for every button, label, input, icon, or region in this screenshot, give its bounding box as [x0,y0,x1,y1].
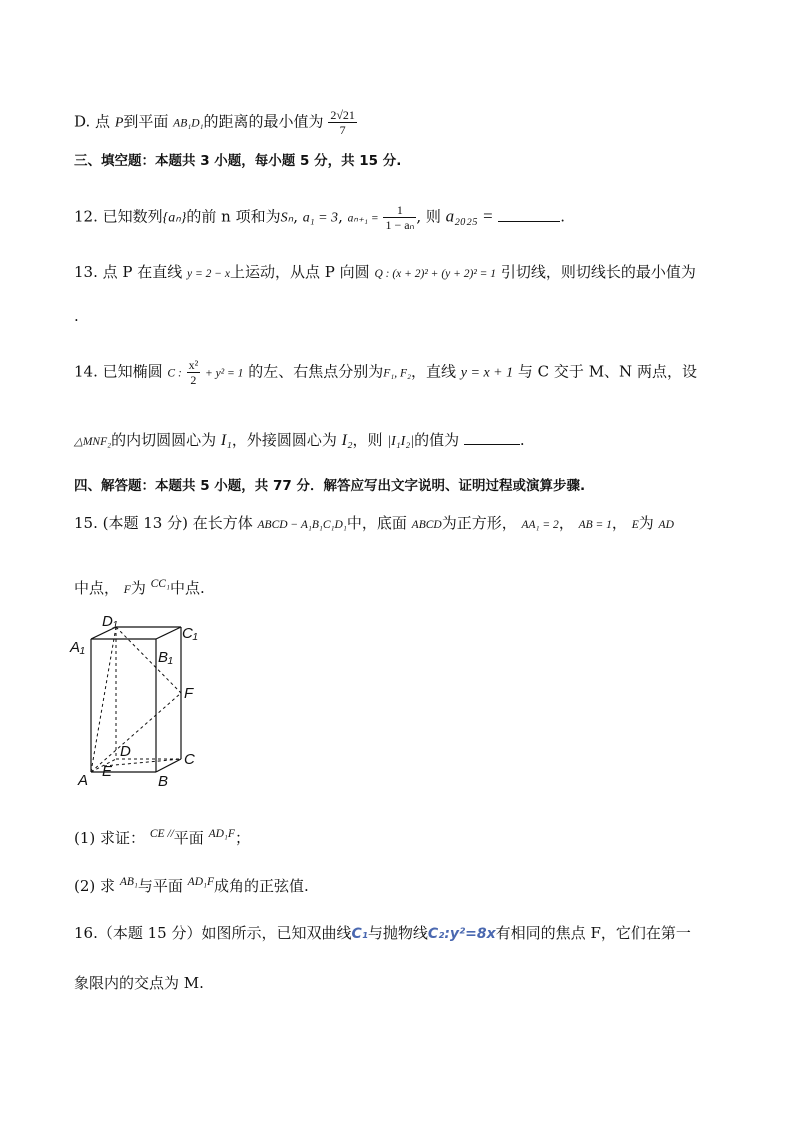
question-14-line-2: △MNF₂的内切圆圆心为 I₁，外接圆圆心为 I₂，则 |I₁I₂|的值为 . [74,431,525,449]
question-16: 16.（本题 15 分）如图所示，已知双曲线C₁与抛物线C₂:y²=8x有相同的焦点 F，它们在第一 [74,924,691,942]
point-p: P [114,115,124,131]
label-c: C [184,751,195,768]
question-15-line-2: 中点， F为 $^{CC_1}$中点. [74,578,205,597]
cuboid-figure [68,614,208,789]
section-4-title: 四、解答题：本题共 5 小题，共 77 分．解答应写出文字说明、证明过程或演算步骤. [74,478,586,494]
question-13-dot: . [74,307,79,325]
option-d-text: 到平面 [123,112,169,131]
question-15-part-2: (2) 求 $^{AB_1}$与平面 $^{AD_1F}$成角的正弦值. [74,876,309,895]
label-f: F [184,685,194,702]
question-15: 15. (本题 13 分) 在长方体 ABCD − A₁B₁C₁D₁中，底面 ABCD为正方形， AA₁ = 2， AB = 1， E为 AD [74,514,674,532]
answer-fraction: $\frac{2√21}{7}$ [330,108,355,137]
answer-blank-14[interactable] [464,430,520,445]
label-b: B [158,773,169,789]
option-d-tail: 的距离的最小值为 [203,112,324,131]
question-14: 14. 已知椭圆 C : $\frac{\text{x²}}{2}$ + y² = 1 的左、右焦点分别为F₁, F₂，直线 y = x + 1 与 C 交于 M、N 两点，设 [74,358,697,387]
label-a: A [78,772,89,789]
label-a1: A₁ [70,639,85,656]
label-e: E [102,763,113,780]
label-c1: C₁ [182,625,198,642]
question-16-line-2: 象限内的交点为 M. [74,974,204,992]
question-12: 12. 已知数列{aₙ}的前 n 项和为Sₙ, a₁ = 3, aₙ₊₁ = $\frac{1}{\text{1 − aₙ}}$ , 则 a₂₀₂₅ = . [74,203,566,232]
option-d [74,108,357,137]
answer-blank-12[interactable] [498,207,560,222]
option-d-label: D. 点 [74,112,111,131]
label-d: D [120,743,131,760]
section-3-title: 三、填空题：本题共 3 小题，每小题 5 分，共 15 分. [74,153,402,169]
plane-ab1d1: AB₁D₁ [173,117,204,130]
question-13: 13. 点 P 在直线 y = 2 − x上运动，从点 P 向圆 Q : (x + 2)² + (y + 2)² = 1 引切线，则切线长的最小值为 [74,263,696,281]
question-15-part-1: (1) 求证： $^{CE //}$平面 $^{AD_1F}$； [74,828,250,847]
label-d1: D₁ [102,614,118,630]
label-b1: B₁ [158,649,173,666]
